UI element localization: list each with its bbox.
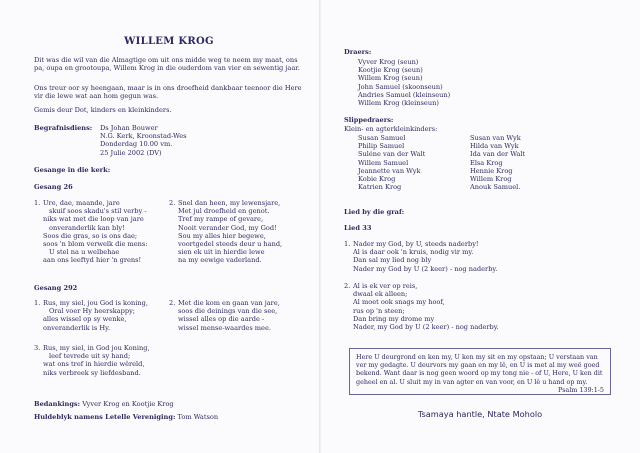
verse-line: aan ons leeftyd hier 'n grens!	[43, 256, 142, 265]
pallbearer: Jeannette van Wyk	[358, 166, 421, 175]
service-lines	[100, 124, 187, 157]
bearer: Willem Krog (kleinseun)	[358, 99, 439, 108]
grave-song-label: Lied by die graf:	[344, 208, 405, 216]
verse-line: Met jul droefheid en genot.	[178, 207, 270, 216]
verse-line: sien ek uit in hierdie lewe	[178, 248, 265, 257]
verse-line: Rus, my siel, jou God is koning,	[43, 299, 148, 307]
service-label: Begrafnisdiens:	[34, 124, 93, 132]
tribute-line	[34, 413, 304, 421]
verse-line: Oral voer Hy heerskappy;	[49, 307, 136, 316]
church-songs-label: Gesange in die kerk:	[34, 166, 111, 174]
pallbearer: Hennie Krog	[470, 166, 513, 175]
tribute-label: Huldeblyk namens Letelle Vereniging:	[34, 413, 176, 421]
pallbearer: Hilda van Wyk	[470, 142, 519, 151]
verse-line: Tref my rampe of gevare,	[178, 215, 264, 224]
verse-number: 2.	[344, 282, 351, 290]
pallbearer: Susan Samuel	[358, 134, 406, 142]
verse-line: Nader my God by U (2 keer) - nog naderby.	[353, 264, 498, 273]
verse-line: niks verbreek sy liefdesband.	[43, 368, 141, 377]
verse-line: Nader, my God by U (2 keer) - nog naderby.	[353, 323, 499, 332]
psalm-text: Here U deurgrond en ken my, U ken my sit en my opstaan; U verstaan van ver my gedagte. U deurvors my gaan en my lê, en U is met al my weë goed bekend. Want daar is nog geen woord op my tong nie - of U, Here, U ken dit geheel en al. U sluit my in van agter en van voor, en U lê u hand op my.	[356, 353, 603, 386]
service-block	[34, 124, 304, 157]
closing-farewell: Tsamaya hantle, Ntate Moholo	[417, 409, 543, 419]
pallbearer: Willem Samuel	[358, 158, 409, 167]
bearer: Willem Krog (seun)	[358, 74, 423, 83]
verse-number: 2.	[169, 199, 176, 207]
verse-number: 1.	[34, 299, 41, 307]
hymn1-verse2	[169, 199, 304, 265]
hymn1-label: Gesang 26	[34, 183, 73, 191]
verse-line: Sou my alles hier begewe,	[178, 231, 266, 240]
thanks-label: Bedankings:	[34, 400, 81, 408]
verse-number: 1.	[344, 240, 351, 248]
hymn2-verse3	[34, 344, 169, 377]
hymn2-verse2	[169, 299, 304, 332]
pallbearer: Willem Krog	[470, 175, 512, 184]
bearers-label: Draers:	[344, 48, 372, 56]
service-line: 25 Julie 2002 (DV)	[100, 148, 162, 157]
service-line: Ds Johan Bouwer	[100, 124, 158, 132]
intro-text: Dit was die wil van die Almagtige om uit ons midde weg te neem my maat, ons pa, oupa en grootoupa, Willem Krog in die ouderdom van vier en sewentig jaar.	[34, 56, 300, 73]
pallbearer: Susan van Wyk	[470, 134, 521, 142]
page-title: WILLEM KROG	[124, 36, 214, 47]
pallbearer: Philip Samuel	[358, 142, 405, 151]
pallbearers-col2	[470, 134, 525, 191]
pallbearer: Suléne van der Walt	[358, 150, 426, 159]
verse-line: Dan bring my drome my	[353, 314, 435, 323]
pallbearer: Katrien Krog	[358, 183, 402, 192]
verse-line: onveranderlik kan bly!	[49, 223, 125, 232]
verse-line: wissel mense-waardes mee.	[178, 323, 271, 332]
hymn1-verse1	[34, 199, 169, 265]
verse-line: Ure, dae, maande, jare	[43, 199, 120, 207]
verse-line: Snel dan heen, my lewensjare,	[178, 199, 281, 207]
verse-line: rus op 'n steen;	[353, 306, 405, 315]
hymn2	[34, 299, 304, 332]
hymn1	[34, 199, 304, 265]
song-label: Lied 33	[344, 224, 372, 232]
thanks-line	[34, 400, 304, 408]
verse-line: Soos die gras, so is ons dae;	[43, 231, 138, 240]
bearer: John Samuel (skoonseun)	[358, 82, 443, 91]
hymn2-label: Gesang 292	[34, 284, 78, 292]
tribute-value: Tom Watson	[177, 413, 219, 421]
pallbearer: Anouk Samuel.	[470, 183, 521, 192]
verse-line: wat ons tref in hierdie wêreld,	[43, 360, 145, 369]
bearer: Vyver Krog (seun)	[358, 58, 419, 66]
service-line: Donderdag 10.00 vm.	[100, 140, 173, 149]
pallbearers-col1	[358, 134, 425, 191]
verse-line: alles wissel op sy wenke,	[43, 315, 127, 324]
center-fold	[319, 0, 321, 453]
faith-text: Ons treur oor sy heengaan, maar is in ons droefheid dankbaar teenoor die Here vir die lewe wat aan hom gegun was.	[34, 84, 302, 101]
pallbearers-label: Slippedraers:	[344, 116, 394, 124]
verse-number: 1.	[34, 199, 41, 207]
verse-line: Met die kom en gaan van jare,	[178, 299, 280, 307]
verse-line: leef tevrede uit sy hand;	[49, 352, 131, 361]
verse-number: 2.	[169, 299, 176, 307]
verse-line: wissel alles op die aarde -	[178, 315, 265, 324]
missed-text: Gemis deur Dot, kinders en kleinkinders.	[34, 106, 172, 114]
pallbearer: Elsa Krog	[470, 158, 503, 167]
verse-line: Rus, my siel, in God jou Koning,	[43, 344, 150, 352]
bearer: Andries Samuel (kleinseun)	[358, 90, 451, 99]
verse-line: skuif soos skadu's stil verby -	[49, 207, 147, 216]
pallbearer: Ida van der Walt	[470, 150, 526, 159]
verse-line: soos die deinings van die see,	[178, 307, 278, 316]
service-line: N.G. Kerk, Kroonstad-Wes	[100, 132, 187, 141]
verse-number: 3.	[34, 344, 41, 352]
verse-line: Al is daar ook 'n kruis, nodig vir my.	[353, 248, 474, 257]
psalm-reference: Psalm 139:1-5	[558, 385, 604, 394]
bearers-list	[358, 58, 450, 107]
psalm-box	[349, 348, 611, 395]
verse-line: Al moet ook snags my hoof,	[353, 298, 445, 307]
bearer: Kootjie Krog (seun)	[358, 66, 423, 75]
song-verse2	[344, 282, 604, 331]
verse-line: na my eewige vaderland.	[178, 256, 262, 265]
verse-line: U stel na u welbehae	[49, 248, 120, 257]
verse-line: voortgedel steeds deur u hand,	[178, 240, 283, 249]
verse-line: onveranderlik is Hy.	[43, 323, 111, 332]
verse-line: soos 'n blom verwelk die mens:	[43, 240, 148, 249]
pallbearer: Kobie Krog	[358, 175, 396, 184]
pallbearers-sub: Klein- en agterkleinkinders:	[344, 125, 438, 133]
song-verse1	[344, 240, 604, 273]
verse-line: dwaal ek alleen;	[353, 290, 408, 299]
verse-line: Al is ek ver op reis,	[353, 282, 418, 290]
thanks-value: Vyver Krog en Kootjie Krog	[82, 400, 174, 408]
verse-line: niks wat met die loop van jare	[43, 215, 144, 224]
verse-line: Nader my God, by U, steeds naderby!	[353, 240, 479, 248]
verse-line: Nooit verander God, my God!	[178, 223, 277, 232]
verse-line: Dan sal my lied nog bly	[353, 256, 432, 265]
hymn2-verse1	[34, 299, 169, 332]
